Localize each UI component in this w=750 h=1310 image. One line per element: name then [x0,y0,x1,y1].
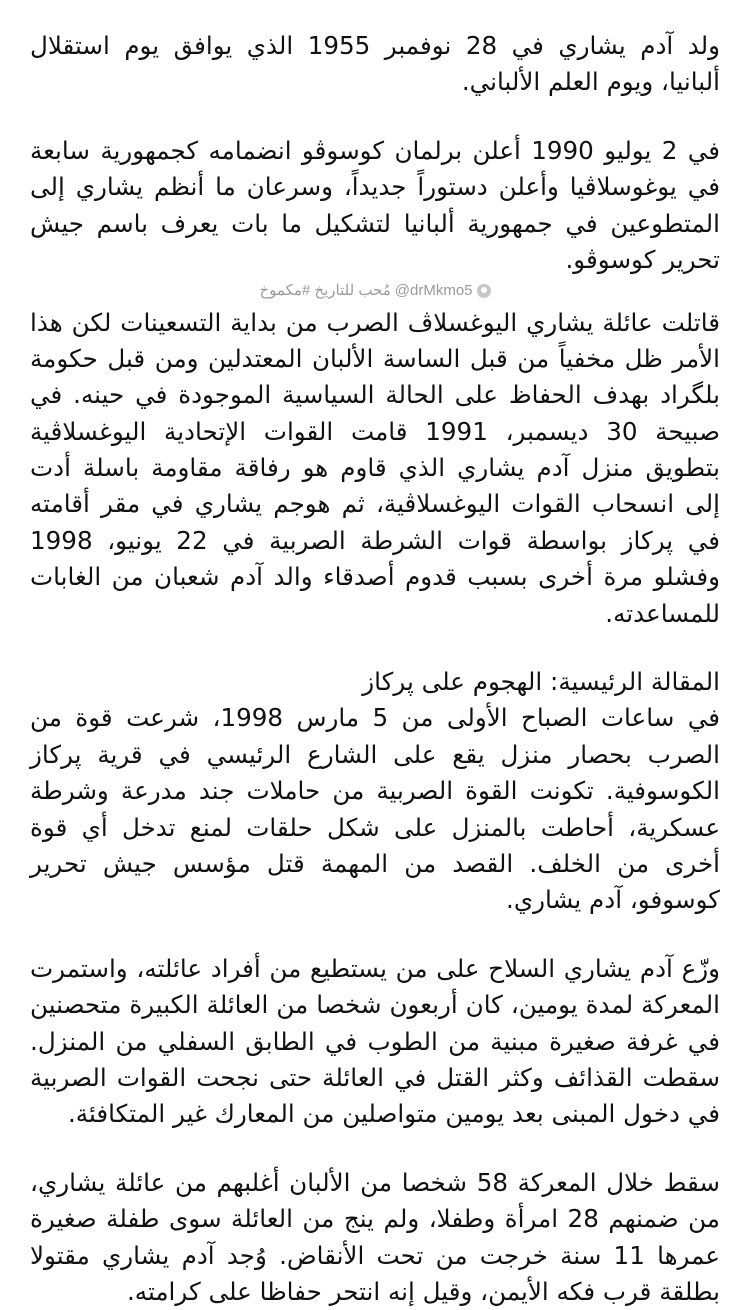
watermark [30,280,720,302]
spacer [30,632,720,664]
paragraph-battle: وزّع آدم يشاري السلاح على من يستطيع من أفراد عائلته، واستمرت المعركة لمدة يومين، كان أربعون شخصا من العائلة الكبيرة متحصنين في غرفة صغيرة مبنية من الطوب في الطابق السفلي من المنزل. سقطت القذائف وكثر القتل في العائلة حتى نجحت القوات الصربية في دخول المبنى بعد يومين متواصلين من المعارك غير المتكافئة. [30,953,720,1129]
spacer [30,101,720,133]
watermark-name: مُحب للتاريخ #مكموخ [259,282,391,300]
article-body [30,28,720,1310]
paragraph-birth: ولد آدم يشاري في 28 نوفمبر 1955 الذي يوافق يوم استقلال ألبانيا، ويوم العلم الألباني. [30,31,721,97]
paragraph-independence: في 2 يوليو 1990 أعلن برلمان كوسوڤو انضمامه كجمهورية سابعة في يوغوسلاڤيا وأعلن دستوراً جديداً، وسرعان ما أنظم يشاري إلى المتطوعين في جمهورية ألبانيا لتشكيل ما بات يعرف باسم جيش تحرير كوسوڤو. [30,135,721,274]
paragraph-casualties: سقط خلال المعركة 58 شخصا من الألبان أغلبهم من عائلة يشاري، من ضمنهم 28 امرأة وطفلا، ولم ينج من العائلة سوى طفلة صغيرة عمرها 11 سنة خرجت من تحت الأنقاض. وُجد آدم يشاري مقتولا بطلقة قرب فكه الأيمن، وقيل إنه انتحر حفاظا على كرامته. [30,1167,720,1306]
spacer [30,919,720,951]
spacer [30,1133,720,1165]
section-heading: المقالة الرئيسية: الهجوم على پركاز [362,667,720,697]
watermark-handle: @drMkmo5 [394,282,473,300]
twitter-avatar-icon [477,284,491,298]
paragraph-attack: في ساعات الصباح الأولى من 5 مارس 1998، شرعت قوة من الصرب بحصار منزل يقع على الشارع الرئيسي في قرية پركاز الكوسوفية. تكونت القوة الصربية من حاملات جند مدرعة وشرطة عسكرية، أحاطت بالمنزل على شكل حلقات لمنع تدخل أي قوة أخرى من الخلف. القصد من المهمة قتل مؤسس جيش تحرير كوسوفو، آدم يشاري. [30,703,720,915]
paragraph-family-fight: قاتلت عائلة يشاري اليوغسلاڤ الصرب من بداية التسعينات لكن هذا الأمر ظل مخفياً من قبل الساسة الألبان المعتدلين ومن قبل حكومة بلگراد بهدف الحفاظ على الحالة السياسية الموجودة في حينه. في صبيحة 30 ديسمبر، 1991 قامت القوات الإتحادية اليوغسلاڤية بتطويق منزل آدم يشاري الذي قاوم هو رفاقة مقاومة باسلة أدت إلى انسحاب القوات اليوغسلاڤية، ثم هوجم يشاري في مقر أقامته في پركاز بواسطة قوات الشرطة الصربية في 22 يونيو، 1998 وفشلو مرة أخرى بسبب قدوم أصدقاء والد آدم شعبان من الغابات للمساعدته. [30,307,720,628]
